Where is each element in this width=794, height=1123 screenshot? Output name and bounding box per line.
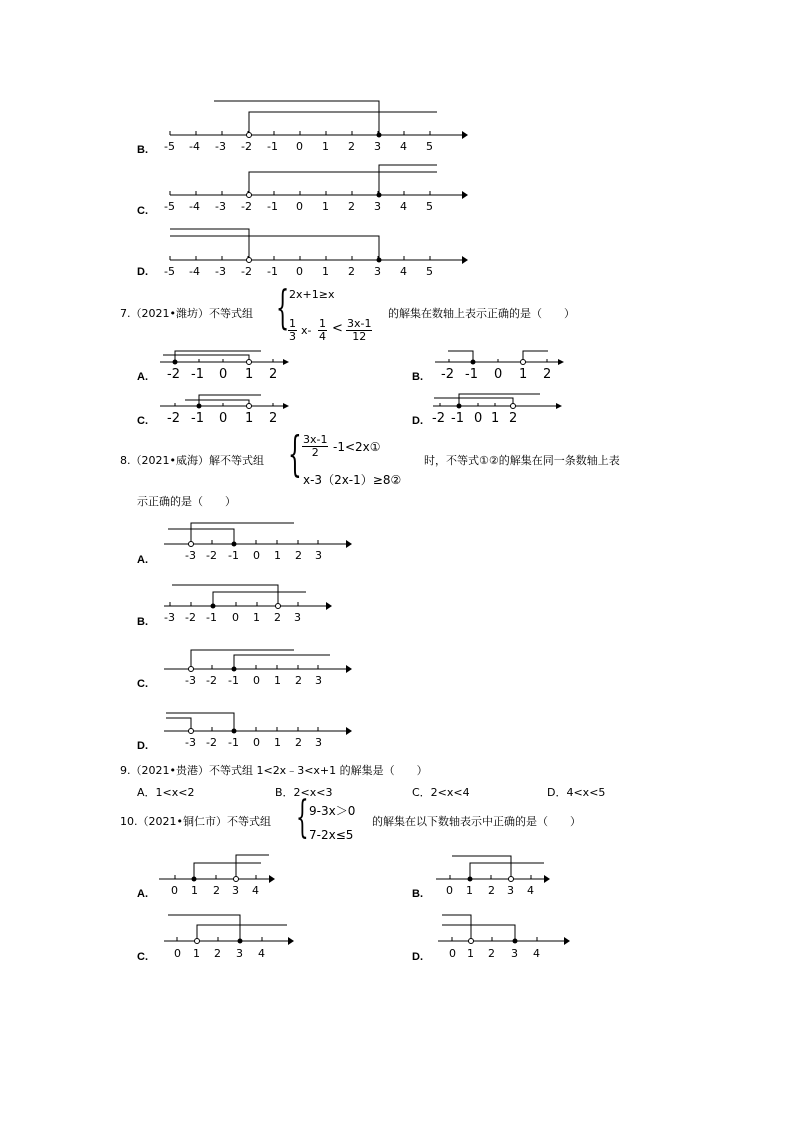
- svg-text:3: 3: [374, 265, 381, 278]
- q8-brace: {: [288, 426, 302, 482]
- svg-text:2: 2: [488, 947, 495, 960]
- q8-option-a-label: A.: [137, 554, 148, 566]
- svg-text:-1: -1: [206, 611, 217, 624]
- svg-text:0: 0: [296, 200, 303, 213]
- svg-text:0: 0: [171, 884, 178, 897]
- svg-text:0: 0: [232, 611, 239, 624]
- svg-text:2: 2: [509, 411, 518, 426]
- svg-text:-2: -2: [432, 411, 445, 426]
- svg-text:4: 4: [400, 265, 407, 278]
- tick-label: -3: [215, 140, 226, 153]
- svg-text:1: 1: [274, 549, 281, 562]
- svg-text:-3: -3: [215, 200, 226, 213]
- q8-eq1-rest: -1<2x①: [333, 440, 381, 454]
- q7-frac-c: $\frac{3x-1}{12}$: [347, 317, 372, 343]
- q7-option-d-number-line: [428, 386, 568, 428]
- tick-label: -1: [267, 140, 278, 153]
- q8-option-d-label: D.: [137, 740, 148, 752]
- q6-option-d-label: D.: [137, 266, 148, 278]
- svg-text:2: 2: [269, 411, 278, 426]
- svg-text:-4: -4: [189, 265, 200, 278]
- svg-text:1: 1: [491, 411, 500, 426]
- svg-text:2: 2: [295, 736, 302, 749]
- svg-text:3: 3: [315, 736, 322, 749]
- svg-text:0: 0: [174, 947, 181, 960]
- svg-text:-1: -1: [465, 367, 478, 382]
- svg-text:0: 0: [253, 736, 260, 749]
- q7-option-b-label: B.: [412, 371, 423, 383]
- svg-text:0: 0: [449, 947, 456, 960]
- tick-label: 1: [322, 140, 329, 153]
- svg-text:-1: -1: [228, 674, 239, 687]
- q10-prefix: 10.（2021•铜仁市）不等式组: [120, 815, 271, 828]
- svg-text:2: 2: [213, 884, 220, 897]
- q8-option-d-number-line: [160, 705, 360, 755]
- svg-text:1: 1: [322, 200, 329, 213]
- svg-text:-2: -2: [206, 549, 217, 562]
- svg-text:1: 1: [322, 265, 329, 278]
- svg-text:2: 2: [488, 884, 495, 897]
- svg-text:1: 1: [466, 884, 473, 897]
- svg-text:-2: -2: [185, 611, 196, 624]
- svg-text:1: 1: [274, 736, 281, 749]
- open-dot: [247, 193, 252, 198]
- tick-label: 0: [296, 140, 303, 153]
- q10-option-c-label: C.: [137, 951, 148, 963]
- svg-text:1: 1: [193, 947, 200, 960]
- svg-text:-5: -5: [164, 265, 175, 278]
- q10-option-b-number-line: [432, 850, 557, 900]
- q7-option-a-number-line: [155, 342, 295, 384]
- q8-frac: $\frac{3x-1}{2}$: [303, 433, 328, 459]
- q6-option-d-number-line: [160, 220, 470, 285]
- q7-option-b-number-line: [430, 342, 570, 384]
- svg-text:0: 0: [446, 884, 453, 897]
- closed-dot: [377, 133, 382, 138]
- q10-option-b-label: B.: [412, 888, 423, 900]
- svg-text:-1: -1: [191, 367, 204, 382]
- svg-text:1: 1: [245, 367, 254, 382]
- svg-text:2: 2: [274, 611, 281, 624]
- svg-text:-1: -1: [228, 736, 239, 749]
- svg-text:4: 4: [400, 200, 407, 213]
- q10-option-d-number-line: [434, 910, 574, 960]
- svg-text:4: 4: [258, 947, 265, 960]
- svg-text:3: 3: [511, 947, 518, 960]
- q7-suffix: 的解集在数轴上表示正确的是（ ）: [388, 307, 575, 320]
- svg-text:3: 3: [315, 674, 322, 687]
- q7-option-a-label: A.: [137, 371, 148, 383]
- q6-b-ticks: [170, 131, 430, 135]
- svg-text:-2: -2: [206, 674, 217, 687]
- closed-dot: [377, 193, 382, 198]
- svg-text:0: 0: [219, 411, 228, 426]
- svg-text:-1: -1: [191, 411, 204, 426]
- svg-text:5: 5: [426, 265, 433, 278]
- q10-eq1: 9-3x＞0: [309, 804, 356, 818]
- tick-label: -2: [241, 140, 252, 153]
- svg-text:-1: -1: [267, 265, 278, 278]
- q8-prefix: 8.（2021•威海）解不等式组: [120, 454, 264, 467]
- svg-text:4: 4: [252, 884, 259, 897]
- q8-eq2: x-3（2x-1）≥8②: [303, 473, 402, 487]
- svg-text:-2: -2: [441, 367, 454, 382]
- q8-option-b-label: B.: [137, 616, 148, 628]
- q10-brace: {: [296, 792, 309, 843]
- q10-option-a-number-line: [157, 850, 282, 900]
- q8-option-b-number-line: [160, 580, 360, 630]
- q8-suffix: 时，不等式①②的解集在同一条数轴上表: [424, 454, 620, 467]
- svg-text:2: 2: [295, 549, 302, 562]
- svg-text:2: 2: [269, 367, 278, 382]
- svg-text:1: 1: [191, 884, 198, 897]
- tick-label: -4: [189, 140, 200, 153]
- q8-option-c-number-line: [160, 643, 360, 693]
- svg-text:-3: -3: [185, 549, 196, 562]
- svg-text:-3: -3: [164, 611, 175, 624]
- q10-option-a-label: A.: [137, 888, 148, 900]
- svg-text:0: 0: [296, 265, 303, 278]
- svg-text:1: 1: [253, 611, 260, 624]
- q7-eq2-mid: x-: [301, 324, 312, 337]
- svg-text:2: 2: [214, 947, 221, 960]
- svg-text:2: 2: [543, 367, 552, 382]
- svg-text:1: 1: [274, 674, 281, 687]
- svg-text:0: 0: [474, 411, 483, 426]
- svg-text:1: 1: [467, 947, 474, 960]
- closed-dot: [377, 258, 382, 263]
- tick-label: 3: [374, 140, 381, 153]
- svg-text:0: 0: [219, 367, 228, 382]
- tick-label: -5: [164, 140, 175, 153]
- q9-choice-c: C．2<x<4: [412, 786, 470, 799]
- q7-frac-a: $\frac{1}{3}$: [289, 317, 296, 343]
- svg-text:2: 2: [348, 200, 355, 213]
- svg-text:-2: -2: [206, 736, 217, 749]
- svg-text:-3: -3: [185, 674, 196, 687]
- q8-option-a-number-line: [160, 518, 360, 568]
- svg-text:-2: -2: [167, 411, 180, 426]
- svg-text:-2: -2: [167, 367, 180, 382]
- q6-option-b-label: B.: [137, 144, 148, 156]
- svg-text:2: 2: [295, 674, 302, 687]
- q9-choice-a: A．1<x<2: [137, 786, 195, 799]
- q9-choice-d: D．4<x<5: [547, 786, 606, 799]
- q6-option-b-number-line: [160, 95, 470, 165]
- q6-option-c-number-line: [160, 158, 470, 223]
- q10-eq2: 7-2x≤5: [309, 828, 354, 842]
- q7-brace: {: [276, 280, 290, 334]
- svg-text:-4: -4: [189, 200, 200, 213]
- svg-text:-3: -3: [215, 265, 226, 278]
- svg-text:-1: -1: [451, 411, 464, 426]
- svg-text:-1: -1: [267, 200, 278, 213]
- svg-text:4: 4: [527, 884, 534, 897]
- svg-text:0: 0: [253, 549, 260, 562]
- svg-text:4: 4: [533, 947, 540, 960]
- q7-option-c-number-line: [155, 386, 295, 428]
- svg-text:3: 3: [507, 884, 514, 897]
- q8-line2: 示正确的是（ ）: [137, 495, 236, 508]
- svg-text:1: 1: [245, 411, 254, 426]
- q6-option-c-label: C.: [137, 205, 148, 217]
- open-dot: [247, 258, 252, 263]
- svg-text:1: 1: [519, 367, 528, 382]
- q7-prefix: 7.（2021•潍坊）不等式组: [120, 307, 253, 320]
- tick-label: 4: [400, 140, 407, 153]
- q8-option-c-label: C.: [137, 678, 148, 690]
- tick-label: 2: [348, 140, 355, 153]
- svg-text:5: 5: [426, 200, 433, 213]
- q7-frac-b: $\frac{1}{4}$: [319, 317, 326, 343]
- svg-text:-2: -2: [241, 265, 252, 278]
- svg-text:3: 3: [315, 549, 322, 562]
- svg-text:-2: -2: [241, 200, 252, 213]
- svg-text:-1: -1: [228, 549, 239, 562]
- svg-text:0: 0: [253, 674, 260, 687]
- svg-text:3: 3: [236, 947, 243, 960]
- q7-eq1: 2x+1≥x: [289, 288, 335, 301]
- q7-option-c-label: C.: [137, 415, 148, 427]
- svg-text:3: 3: [294, 611, 301, 624]
- q9-choice-b: B．2<x<3: [275, 786, 333, 799]
- svg-text:2: 2: [348, 265, 355, 278]
- q9-stem: 9.（2021•贵港）不等式组 1<2x﹣3<x+1 的解集是（ ）: [120, 764, 428, 777]
- q10-option-c-number-line: [160, 910, 300, 960]
- svg-text:3: 3: [232, 884, 239, 897]
- svg-text:-3: -3: [185, 736, 196, 749]
- tick-label: 5: [426, 140, 433, 153]
- svg-text:-5: -5: [164, 200, 175, 213]
- q7-eq2-lt: <: [332, 321, 343, 336]
- svg-text:0: 0: [494, 367, 503, 382]
- q10-suffix: 的解集在以下数轴表示中正确的是（ ）: [372, 815, 581, 828]
- q10-option-d-label: D.: [412, 951, 423, 963]
- q7-option-d-label: D.: [412, 415, 423, 427]
- svg-text:3: 3: [374, 200, 381, 213]
- open-dot: [247, 133, 252, 138]
